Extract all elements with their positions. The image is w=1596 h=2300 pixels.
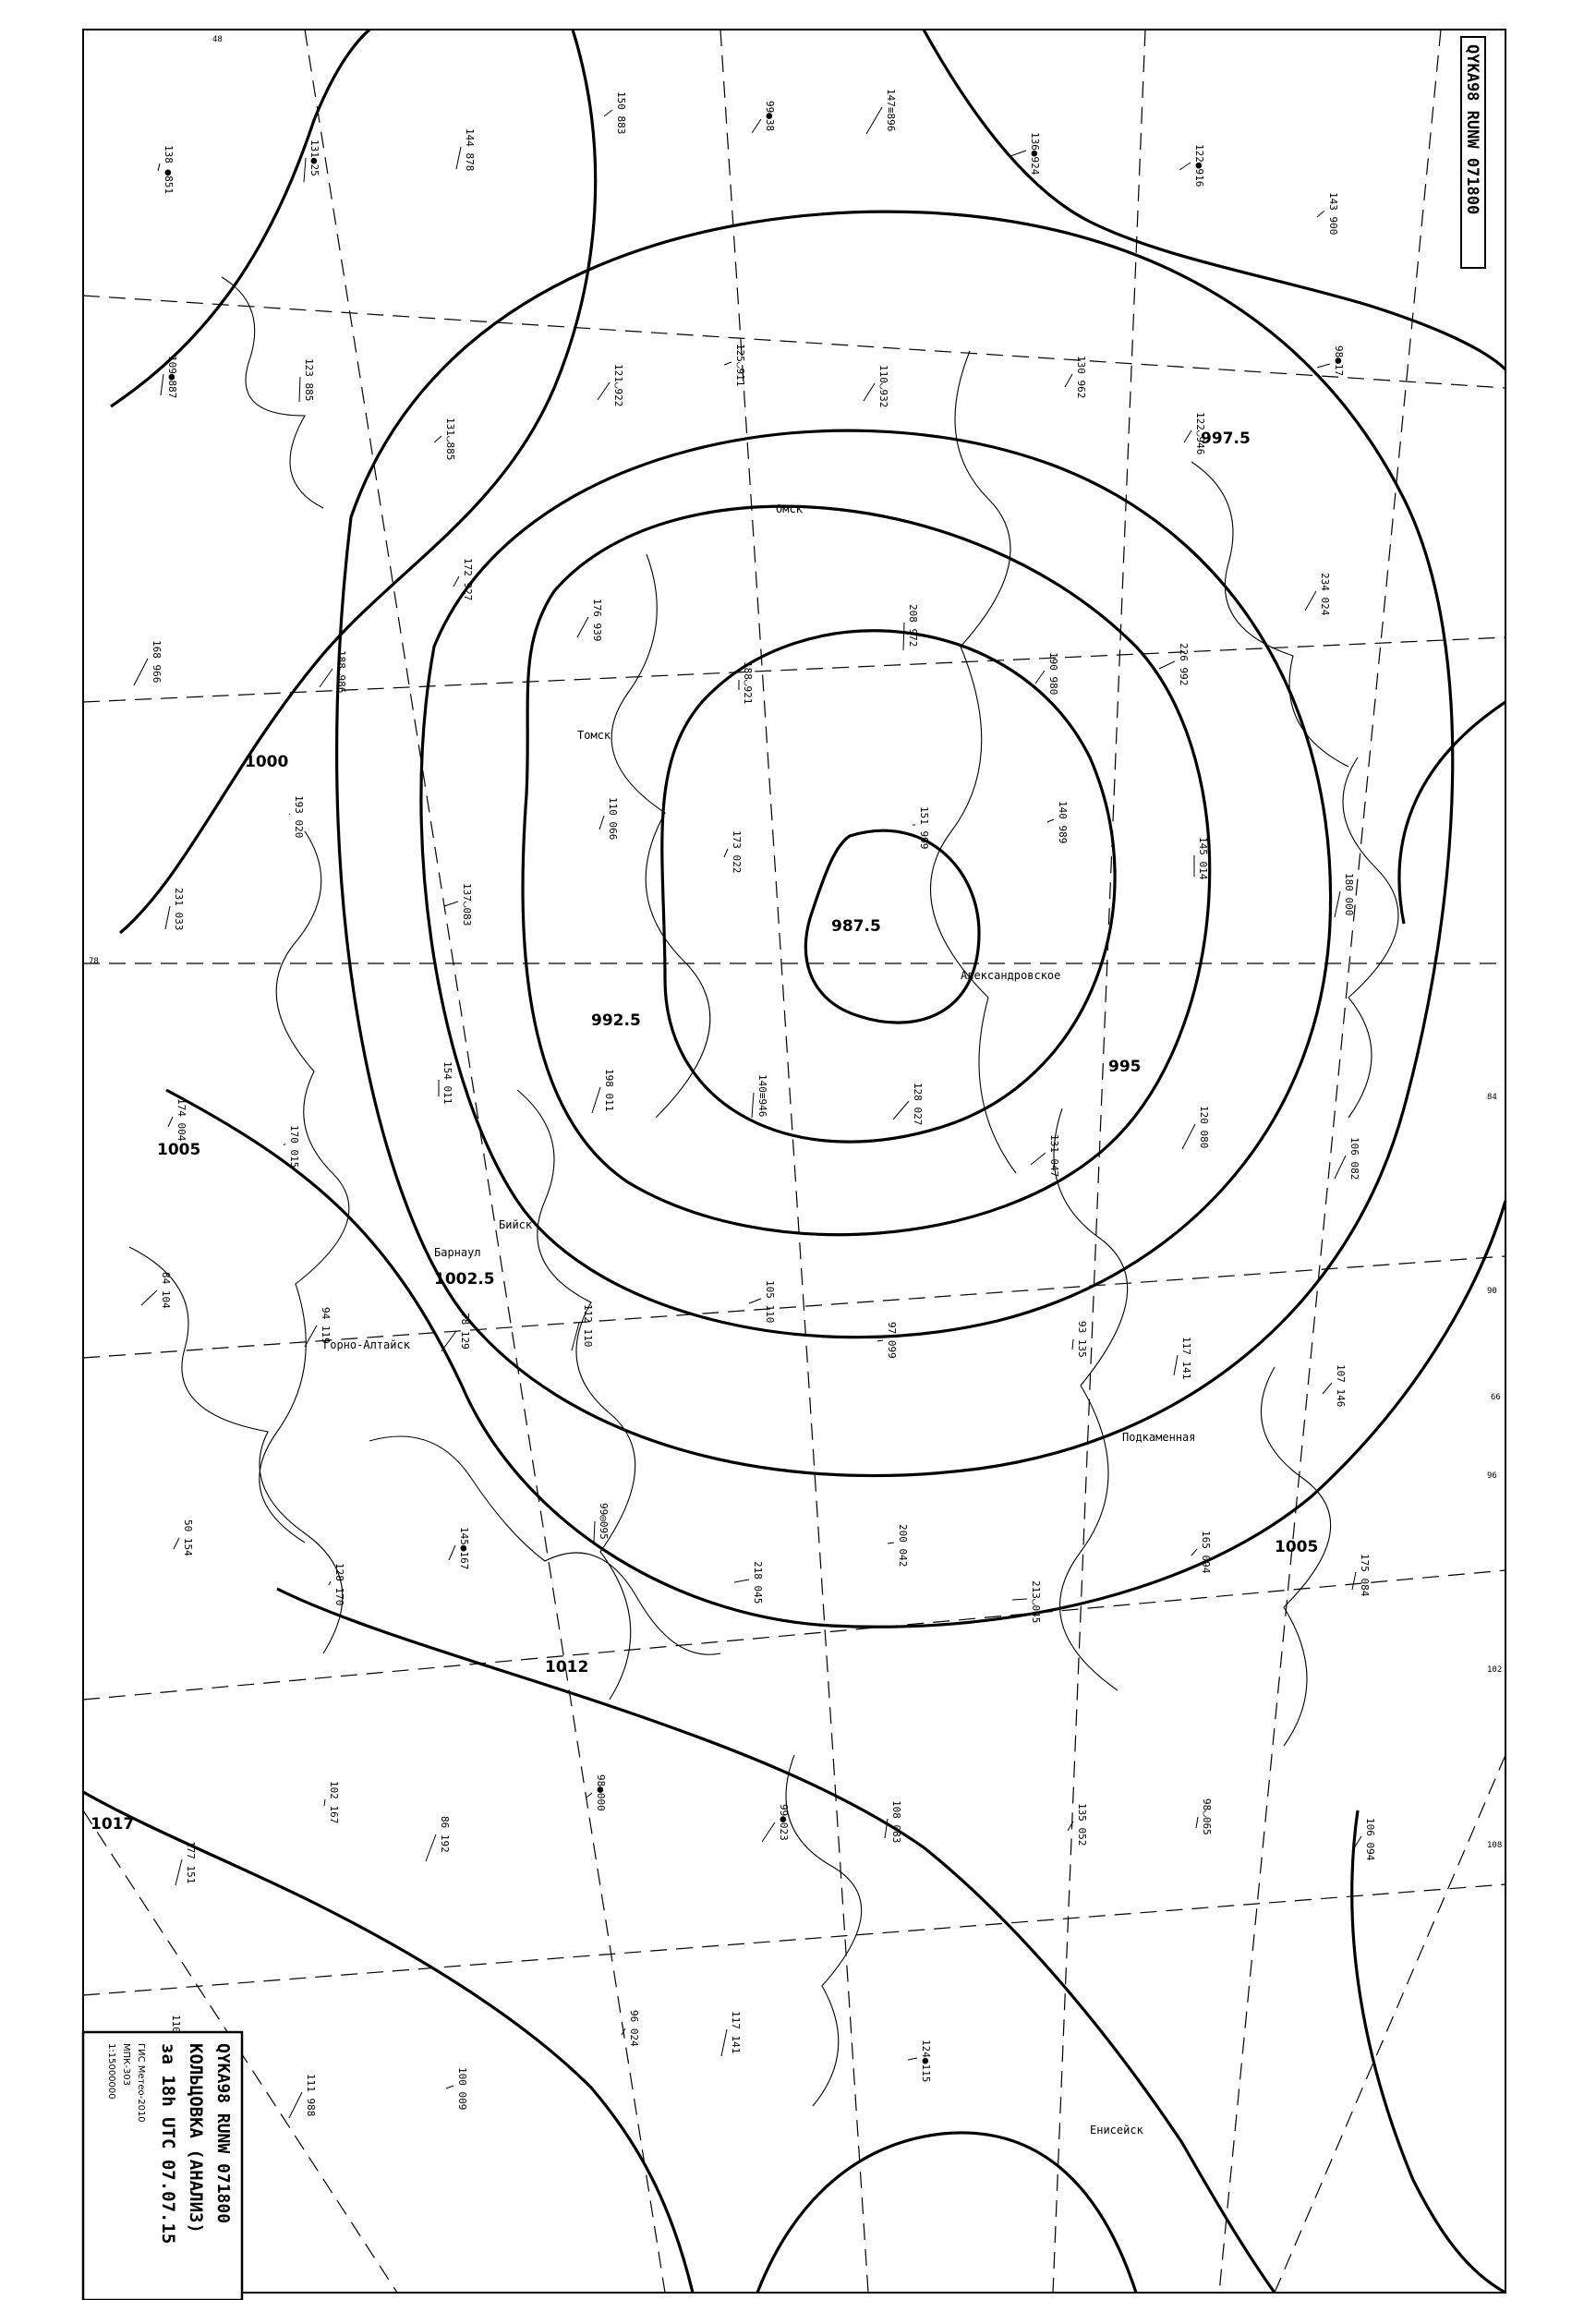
station-plot: 123 885 (303, 358, 315, 402)
wind-barb (165, 906, 170, 929)
wind-barb (161, 374, 163, 395)
wind-barb (305, 1326, 317, 1347)
title-name: КОЛЬЦОВКА (АНАЛИЗ) (186, 2043, 206, 2233)
station-plot: 172 927 (462, 558, 474, 601)
wind-barb (1317, 364, 1330, 368)
city-label: Подкаменная (1122, 1431, 1196, 1444)
wind-barb (449, 1545, 455, 1560)
wind-barb (1065, 374, 1072, 387)
station-plot: 98◡065 (1201, 1798, 1213, 1835)
station-plot: 231 033 (173, 888, 185, 931)
station-plot: 151 999 (918, 806, 930, 850)
station-plot: 121◡922 (612, 364, 624, 407)
station-plot: 135 052 (1076, 1803, 1088, 1846)
station-plot: 131 047 (1048, 1134, 1060, 1178)
wind-barb (434, 436, 441, 442)
wind-barb (749, 1299, 761, 1303)
station-plot: 86 192 (439, 1816, 451, 1853)
station-plot: 208 972 (907, 604, 919, 648)
station-plot: 190 980 (1047, 652, 1059, 696)
title-code: QYKA98 RUNW 071800 (213, 2043, 233, 2224)
station-plot: 99◎095 (598, 1503, 610, 1540)
wind-barb (908, 2058, 917, 2060)
station-plot: 154 011 (441, 1061, 453, 1105)
wind-barb (134, 659, 148, 685)
wind-barb (456, 147, 461, 169)
wind-barb (1010, 151, 1026, 156)
station-plot: 138 ●851 (163, 145, 175, 194)
wind-barb (903, 623, 904, 650)
station-plot: 168 966 (151, 640, 163, 684)
wind-barb (1174, 1355, 1178, 1375)
station-plot: 50 154 (182, 1519, 194, 1556)
isobar-label: 1005 (1275, 1538, 1319, 1556)
title-block (83, 2032, 242, 2300)
degree-label: 102 (1487, 1665, 1503, 1675)
station-plot: 136●924 (1029, 132, 1041, 176)
city-label: Томск (577, 729, 611, 742)
wind-barb (453, 576, 459, 587)
wind-barb (1305, 591, 1316, 611)
degree-label: 48 (212, 35, 223, 44)
wind-barb (441, 1331, 456, 1351)
city-label: Горно-Алтайск (323, 1338, 410, 1351)
isobar-label: 1005 (157, 1141, 201, 1159)
station-plot: 110 066 (607, 797, 619, 841)
wind-barb (284, 1144, 285, 1145)
wind-barb (1191, 1549, 1197, 1556)
station-plot: 124●115 (920, 2040, 932, 2083)
station-plot: 78 129 (459, 1313, 471, 1350)
isobar-label: 997.5 (1201, 430, 1251, 448)
wind-barb (175, 1859, 182, 1885)
wind-barb (1335, 891, 1340, 917)
station-plot: 200 042 (897, 1524, 909, 1568)
wind-barb (1182, 1124, 1195, 1149)
city-label: Енисейск (1090, 2124, 1143, 2137)
station-plot: 93 135 (1076, 1321, 1088, 1358)
station-plot: 147≡896 (885, 89, 897, 132)
city-label: Бийск (499, 1218, 533, 1231)
station-plot: 174 004 (175, 1098, 187, 1142)
station-plot: 128 170 (333, 1563, 345, 1606)
wind-barb (752, 119, 761, 133)
station-plot: 97 099 (886, 1322, 898, 1359)
station-plot: 198 011 (603, 1069, 615, 1112)
wind-barb (168, 1117, 173, 1127)
title-credit: 1:15000000 (106, 2043, 116, 2100)
station-plot: 218 045 (752, 1561, 764, 1604)
wind-barb (866, 107, 882, 134)
degree-label: 96 (1487, 1471, 1497, 1481)
wind-barb (446, 2086, 453, 2088)
wind-barb (592, 1087, 600, 1113)
degree-label: 78 (89, 957, 99, 966)
wind-barb (320, 669, 332, 687)
wind-barb (721, 2029, 727, 2056)
station-plot: 140 989 (1057, 801, 1069, 844)
wind-barb (1335, 1156, 1346, 1179)
station-plot: 122◡946 (1194, 412, 1206, 455)
isobar-label: 1012 (545, 1658, 589, 1677)
station-plot: 188◡921 (742, 661, 754, 705)
wind-barb (604, 110, 612, 116)
title-time: за 18h UTC 07.07.15 (158, 2043, 178, 2245)
wind-barb (1072, 1339, 1073, 1350)
station-plot: 106 094 (1364, 1818, 1376, 1861)
wind-barb (1031, 1153, 1046, 1165)
station-plot: 176 939 (591, 599, 603, 642)
wind-barb (724, 849, 728, 857)
city-label: Омск (776, 502, 803, 515)
station-plot: 145●167 (458, 1527, 470, 1570)
station-plot: 111 988 (305, 2074, 317, 2117)
wind-barb (762, 1822, 775, 1842)
isobar-label: 1002.5 (434, 1270, 495, 1289)
station-plot: 165 094 (1200, 1531, 1212, 1574)
isobar-label: 995 (1108, 1058, 1142, 1076)
station-plot: 175 084 (1359, 1554, 1371, 1597)
wind-barb (877, 1340, 883, 1341)
station-plot: 96 024 (628, 2010, 640, 2047)
wind-barb (1184, 430, 1191, 442)
degree-label: 90 (1487, 1287, 1497, 1296)
wind-barb (893, 1101, 909, 1120)
wind-barb (324, 1799, 325, 1806)
wind-barb (444, 902, 458, 906)
station-plot: 94 119 (320, 1307, 332, 1344)
wind-barb (752, 1093, 754, 1118)
isobar-label: 1017 (91, 1815, 135, 1834)
station-plot: 98●17 (1333, 345, 1345, 377)
station-plot: 131◡885 (444, 418, 456, 461)
wind-barb (1317, 211, 1324, 217)
station-plot: 143 900 (1327, 192, 1339, 236)
wind-barb (594, 1521, 595, 1542)
station-plot: 108 083 (890, 1800, 902, 1844)
wind-barb (289, 814, 290, 815)
wind-barb (1012, 1599, 1027, 1600)
degree-marks (89, 35, 1502, 1850)
station-plot: 140≡946 (756, 1074, 768, 1118)
title-credit: МПК-303 (121, 2043, 131, 2086)
wind-barb (1352, 1572, 1356, 1590)
station-plot: 130 962 (1075, 356, 1087, 399)
wind-barb (1179, 163, 1191, 170)
station-plot: 98●000 (595, 1774, 607, 1811)
station-plot: 125◡911 (734, 344, 746, 387)
wind-barb (586, 1793, 592, 1798)
wind-barb (158, 163, 160, 171)
station-plot: 117 141 (1180, 1337, 1192, 1380)
station-plot: 226 992 (1178, 643, 1190, 686)
station-plot: 106 082 (1348, 1137, 1360, 1180)
isobar-label: 992.5 (591, 1011, 641, 1030)
isobar-labels (91, 430, 1318, 1834)
station-plot: 117 141 (730, 2011, 742, 2054)
station-plot: 102 167 (328, 1781, 340, 1824)
station-plot: 144 878 (464, 128, 476, 172)
wind-barb (141, 1290, 157, 1305)
station-plot: 109●887 (166, 356, 178, 399)
station-plot: 193 020 (293, 795, 305, 839)
wind-barb (174, 1538, 179, 1549)
station-plot: 99●023 (778, 1804, 790, 1841)
wind-barb (329, 1581, 331, 1585)
wind-barb (864, 383, 875, 401)
wind-barb (734, 1580, 749, 1582)
station-plots (134, 89, 1376, 2118)
station-plot: 131●25 (308, 139, 320, 176)
wind-barb (1196, 1817, 1198, 1828)
city-label: Барнаул (434, 1246, 481, 1259)
header-code: QYKA98 RUNW 071800 (1463, 44, 1481, 215)
wind-barb (598, 382, 610, 400)
wind-barb (1047, 819, 1054, 822)
isobar-label: 1000 (245, 753, 289, 771)
station-plot: 188◡986 (335, 650, 347, 694)
station-plot: 84 104 (160, 1272, 172, 1309)
degree-label: 66 (1491, 1393, 1501, 1402)
wind-barb (1323, 1383, 1332, 1394)
isobar-label-low-center: 987.5 (831, 917, 881, 936)
wind-barb (426, 1834, 436, 1861)
wind-barb (1159, 661, 1175, 669)
station-plot: 100 009 (456, 2067, 468, 2111)
city-label: Александровское (961, 969, 1061, 982)
station-plot: 145 014 (1197, 837, 1209, 880)
station-plot: 173 022 (731, 830, 743, 874)
city-labels (323, 502, 1195, 2137)
wind-barb (304, 158, 306, 182)
wind-barb (1035, 671, 1045, 684)
station-plot: 110◡932 (877, 365, 889, 408)
station-plot: 170 015 (288, 1125, 300, 1168)
degree-label: 84 (1487, 1093, 1497, 1102)
station-plot: 213◡045 (1030, 1580, 1042, 1624)
station-plot: 234 024 (1319, 573, 1331, 616)
wind-barb (289, 2092, 302, 2118)
station-plot: 120 080 (1198, 1106, 1210, 1149)
station-plot: 137◡083 (461, 883, 473, 926)
title-credit: ГИС Метео-2010 (136, 2043, 146, 2123)
header-code-box (1461, 37, 1485, 268)
station-plot: 150 883 (615, 91, 627, 135)
wind-barb (599, 816, 604, 829)
station-plot: 99●38 (764, 101, 776, 132)
wind-barb (724, 362, 732, 365)
station-plot: 180 000 (1343, 873, 1355, 916)
station-plot: 128 027 (912, 1083, 924, 1126)
station-plot: 177 151 (185, 1841, 197, 1884)
wind-barb (577, 617, 588, 637)
station-plot: 112 110 (582, 1304, 594, 1348)
station-plot: 105 110 (764, 1280, 776, 1324)
degree-label: 108 (1487, 1841, 1503, 1850)
wind-barb (299, 377, 300, 402)
station-plot: 107 146 (1335, 1364, 1347, 1408)
station-plot: 122●916 (1193, 144, 1205, 188)
